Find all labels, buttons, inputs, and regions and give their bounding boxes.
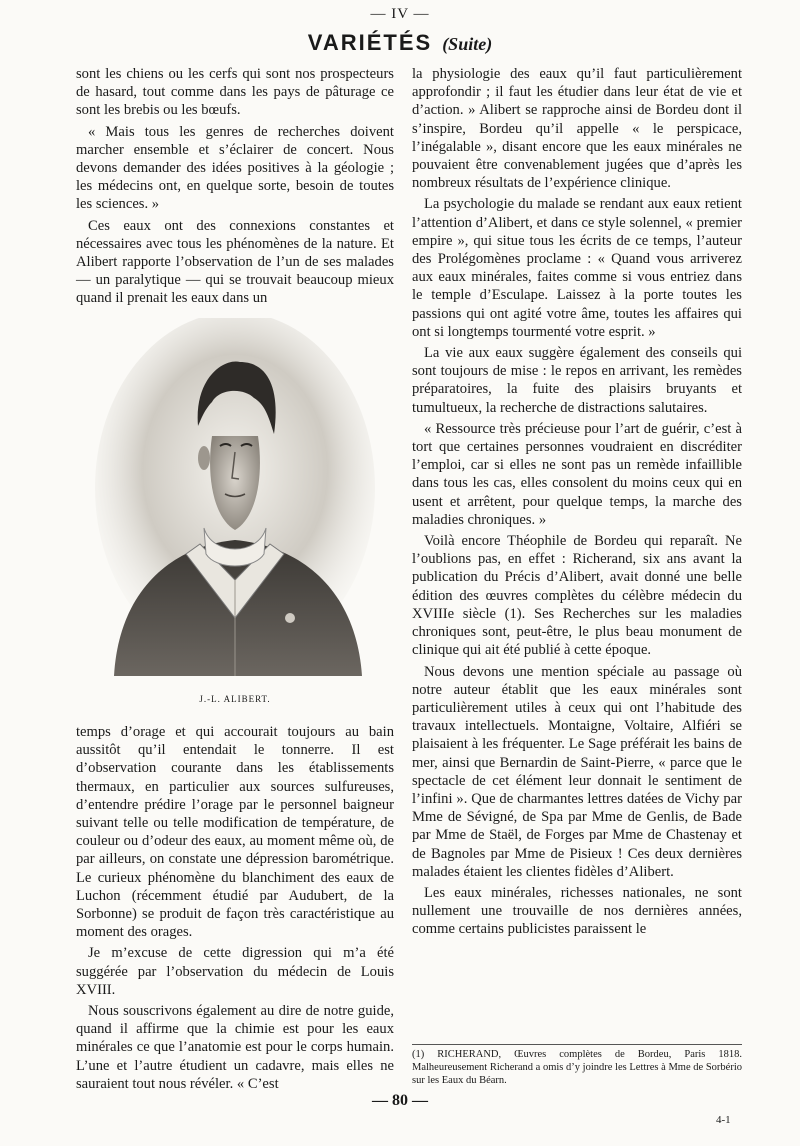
paragraph: sont les chiens ou les cerfs qui sont nos prospecteurs de hasard, tout comme dans les pays de pâturage ce sont les brebis ou les bœufs. [76,66,394,119]
paragraph: « Ressource très précieuse pour l’art de guérir, c’est à tort que certaines personnes voudraient en discréditer l’emploi, car si elles ne sont pas un remède infaillible dans tous les cas, elles consolent du moins ceux qui en usent et arrêtent, pour quelque temps, la marche des maladies chroniques. » [412,420,742,528]
paragraph: « Mais tous les genres de recherches doivent marcher ensemble et s’éclairer de concert. Nous devons demander des idées positives à la géologie ; les médecins ont, en quelque sorte, besoin de toutes les sciences. » [76,123,394,213]
paragraph: Les eaux minérales, richesses nationales, ne sont nullement une trouvaille de nos dernières années, comme certains publicistes paraissent le [412,884,742,938]
left-column-top [76,65,394,308]
paragraph: Voilà encore Théophile de Bordeu qui reparaît. Ne l’oublions pas, en effet : Richerand, six ans avant la publication du Précis d’Alibert, avait donné une belle édition des œuvres complètes du célèbre médecin du XVIIIe siècle (1). Ses Recherches sur les maladies chroniques sont, peut-être, le plus beau monument de clinique qui ait été publié à cette époque. [412,533,742,659]
paragraph: Ces eaux ont des connexions constantes et nécessaires avec tous les phénomènes de la nature. Et Alibert rapporte l’observation de l’un de ses malades — un paralytique — qui se trouvait beaucoup mieux quand il prenait les eaux dans un [76,217,394,307]
page-number: — 80 — [372,1092,428,1109]
section-subtitle: (Suite) [442,34,493,54]
portrait-engraving [94,318,376,676]
section-title: VARIÉTÉS [307,30,433,55]
portrait-caption: J.-L. ALIBERT. [199,694,271,704]
paragraph: Nous devons une mention spéciale au passage où notre auteur établit que les eaux minérales sont particulièrement utiles à ceux qui ont l’habitude des travaux intellectuels. Montaigne, Voltaire, Alfiéri se plaisaient à les fréquenter. Le Sage préférait les bains de mer, ainsi que Bernardin de Saint-Pierre, « parce que le spectacle de cet élément leur donnait le sentiment de l’infini ». Que de charmantes lettres datées de Vichy par Mme de Sévigné, de Spa par Mme de Genlis, de Bade par Mme de Staël, de Forges par Mme de Chastenay et de Bagnoles par Mme de Pisieux ! Ces deux dernières malades étaient les clientes fidèles d’Alibert. [412,663,742,880]
paragraph: temps d’orage et qui accourait toujours au bain aussitôt qu’il entendait le tonnerre. Il est d’observation courante dans les établissements thermaux, en particulier aux sources sulfureuses, d’entendre prédire l’orage par le personnel baigneur suivant telle ou telle modification de température, de couleur ou d’odeur des eaux, au moment même où, de par ailleurs, on constate une dépression barométrique. Le curieux phénomène du blanchiment des eaux de Luchon (récemment étudié par Audubert, de la Sorbonne) se produit de façon très caractéristique au moment des orages. [76,724,394,941]
left-column-bottom [76,723,394,1093]
section-heading [0,30,800,56]
print-signature-mark: 4-1 [716,1114,731,1126]
right-column [412,65,742,939]
footnote: (1) RICHERAND, Œuvres complètes de Bordeu, Paris 1818. Malheureusement Richerand a omis d’y joindre les Lettres à Mme de Sorbério sur les Eaux du Béarn. [412,1044,742,1087]
paragraph: Nous souscrivons également au dire de notre guide, quand il affirme que la chimie est pour les eaux minérales ce que l’anatomie est pour le corps humain. L’une et l’autre étudient un cadavre, mais elles ne sauraient tout nous révéler. « C’est [76,1003,394,1092]
running-page-label: — IV — [370,6,430,22]
paragraph: la physiologie des eaux qu’il faut particulièrement approfondir ; il faut les étudier dans leur état de vie et d’action. » Alibert se rapproche ainsi de Bordeu dont il s’inspire, Bordeu qu’il appelle « le perspicace, l’inégalable », disant encore que les eaux minérales ne pouvaient être convenablement jugées que d’après les nombreux résultats de l’expérience clinique. [412,66,742,192]
paragraph: La vie aux eaux suggère également des conseils qui sont toujours de mise : le repos en arrivant, les remèdes préparatoires, la fuite des plaisirs bruyants et tumultueux, la recherche de distractions salutaires. [412,345,742,416]
paragraph: La psychologie du malade se rendant aux eaux retient l’attention d’Alibert, et dans ce style solennel, « premier empire », qui situe tous les écrits de ce temps, l’auteur des Prolégomènes proclame : « Quand vous arriverez aux eaux minérales, faites comme si vous entriez dans le temple d’Esculape. Laissez à la porte toutes les passions qui ont agité votre âme, toutes les affaires qui ont si longtemps tourmenté votre esprit. » [412,196,742,340]
paragraph: Je m’excuse de cette digression qui m’a été suggérée par l’observation du médecin de Louis XVIII. [76,945,394,998]
